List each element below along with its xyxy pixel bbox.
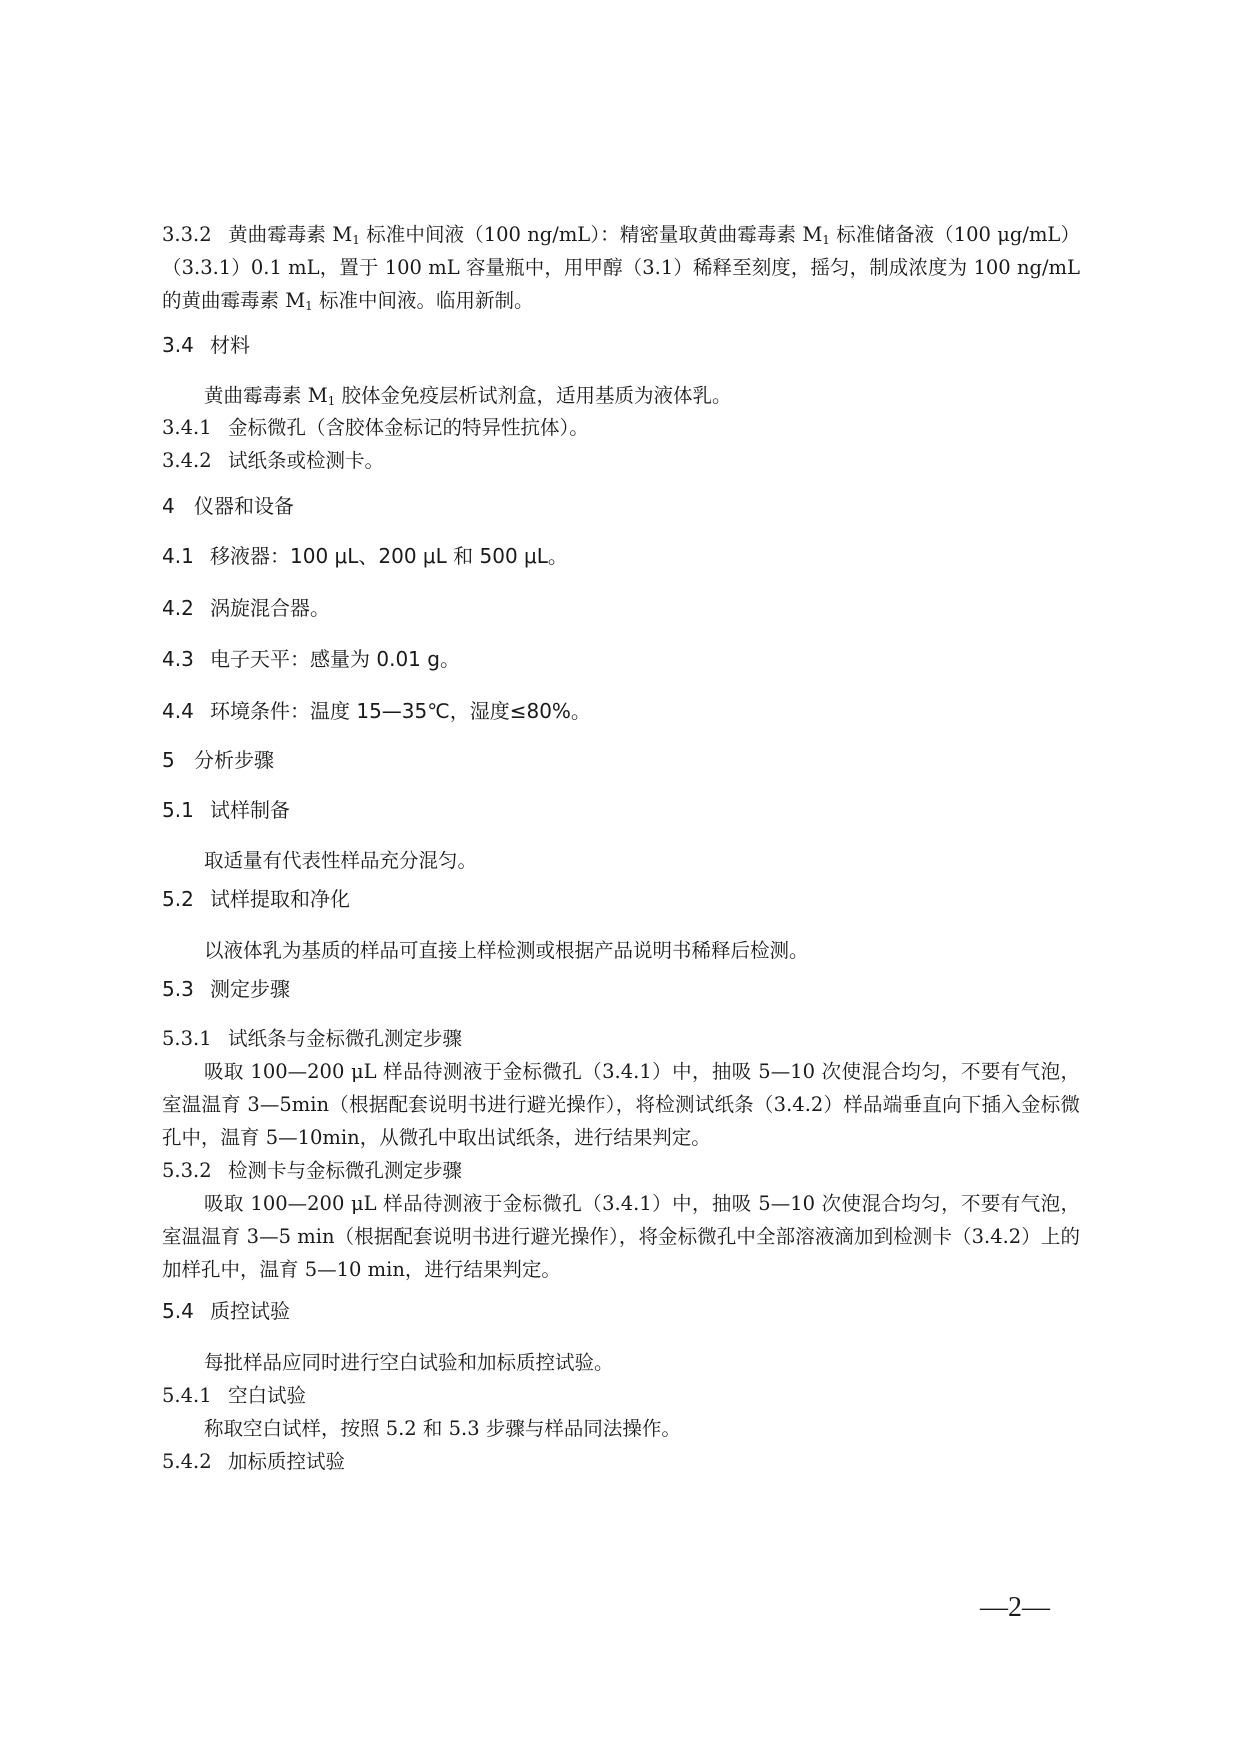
section-5-1-text: 取适量有代表性样品充分混匀。 — [204, 849, 478, 872]
section-4-2 — [162, 592, 1080, 625]
section-number: 3.4.1 — [162, 416, 212, 439]
section-title: 试纸条与金标微孔测定步骤 — [228, 1027, 463, 1050]
section-title: 试样制备 — [210, 798, 290, 822]
section-number: 5.4.2 — [162, 1450, 212, 1473]
section-5-2-heading — [162, 883, 1080, 916]
section-3-4-heading — [162, 329, 1080, 362]
section-5-heading — [162, 744, 1080, 777]
section-4-3 — [162, 643, 1080, 676]
section-text: 环境条件：温度 15—35℃，湿度≤80%。 — [210, 699, 591, 723]
section-text: 涡旋混合器。 — [210, 596, 330, 620]
section-text: 移液器：100 μL、200 μL 和 500 μL。 — [210, 544, 568, 568]
section-title: 试样提取和净化 — [210, 887, 350, 911]
section-3-4-2 — [162, 444, 1080, 477]
section-4-4 — [162, 695, 1080, 728]
section-title: 质控试验 — [210, 1299, 290, 1323]
section-number: 4.4 — [162, 699, 194, 723]
section-5-4-text: 每批样品应同时进行空白试验和加标质控试验。 — [204, 1351, 614, 1374]
section-title: 分析步骤 — [194, 748, 274, 772]
section-5-3-1-text: 吸取 100—200 μL 样品待测液于金标微孔（3.4.1）中，抽吸 5—10 次使混合均匀，不要有气泡，室温温育 3—5min（根据配套说明书进行避光操作），将检测试纸条（3.4.2）样品端垂直向下插入金标微孔中，温育 5—10min，从微孔中取出试纸条，进行结果判定。 — [162, 1060, 1080, 1149]
section-number: 4 — [162, 494, 175, 518]
section-title: 检测卡与金标微孔测定步骤 — [228, 1159, 463, 1182]
section-number: 5.1 — [162, 798, 194, 822]
section-title: 测定步骤 — [210, 977, 290, 1001]
section-5-4-1-text: 称取空白试样，按照 5.2 和 5.3 步骤与样品同法操作。 — [204, 1417, 681, 1440]
section-number: 3.4 — [162, 333, 194, 357]
page-number: —2— — [980, 1592, 1050, 1623]
section-5-4-1-heading — [162, 1379, 1080, 1412]
section-5-3-2-heading — [162, 1154, 1080, 1187]
section-number: 4.1 — [162, 544, 194, 568]
section-number: 5.4.1 — [162, 1384, 212, 1407]
section-title: 空白试验 — [228, 1384, 307, 1407]
section-4-1 — [162, 540, 1080, 573]
section-text: 试纸条或检测卡。 — [228, 449, 385, 472]
section-number: 5.3.2 — [162, 1159, 212, 1182]
section-number: 4.2 — [162, 596, 194, 620]
section-text: 金标微孔（含胶体金标记的特异性抗体）。 — [228, 416, 589, 439]
section-title: 仪器和设备 — [194, 494, 294, 518]
section-title: 材料 — [210, 333, 250, 357]
section-number: 5 — [162, 748, 175, 772]
section-text: 电子天平：感量为 0.01 g。 — [210, 647, 460, 671]
section-3-4-1 — [162, 411, 1080, 444]
section-5-3-heading — [162, 973, 1080, 1006]
section-number: 4.3 — [162, 647, 194, 671]
section-number: 5.2 — [162, 887, 194, 911]
section-number: 3.4.2 — [162, 449, 212, 472]
section-4-heading — [162, 490, 1080, 523]
section-3-4-text: 黄曲霉毒素 $M_1$ 胶体金免疫层析试剂盒，适用基质为液体乳。 — [204, 384, 732, 408]
section-3-3-2 — [162, 218, 1080, 317]
section-5-1-heading — [162, 794, 1080, 827]
section-number: 5.3 — [162, 977, 194, 1001]
section-number: 5.4 — [162, 1299, 194, 1323]
section-5-2-text: 以液体乳为基质的样品可直接上样检测或根据产品说明书稀释后检测。 — [204, 939, 809, 962]
section-5-3-2-text: 吸取 100—200 μL 样品待测液于金标微孔（3.4.1）中，抽吸 5—10 次使混合均匀，不要有气泡，室温温育 3—5 min（根据配套说明书进行避光操作），将金标微孔中全部溶液滴加到检测卡（3.4.2）上的加样孔中，温育 5—10 min，进行结果判定。 — [162, 1192, 1080, 1281]
section-text: 黄曲霉毒素 $M_1$ 标准中间液（100 ng/mL）：精密量取黄曲霉毒素 $M_1$ 标准储备液（100 μg/mL）（3.3.1）0.1 mL，置于 100 mL 容量瓶中，用甲醇（3.1）稀释至刻度，摇匀，制成浓度为 100 ng/mL 的黄曲霉毒素 $M_1$ 标准中间液。临用新制。 — [162, 223, 1080, 313]
section-5-4-heading — [162, 1295, 1080, 1328]
section-5-4-2-heading — [162, 1445, 1080, 1478]
section-5-3-1-heading — [162, 1022, 1080, 1055]
section-number: 5.3.1 — [162, 1027, 212, 1050]
section-number: 3.3.2 — [162, 223, 212, 246]
section-title: 加标质控试验 — [228, 1450, 346, 1473]
